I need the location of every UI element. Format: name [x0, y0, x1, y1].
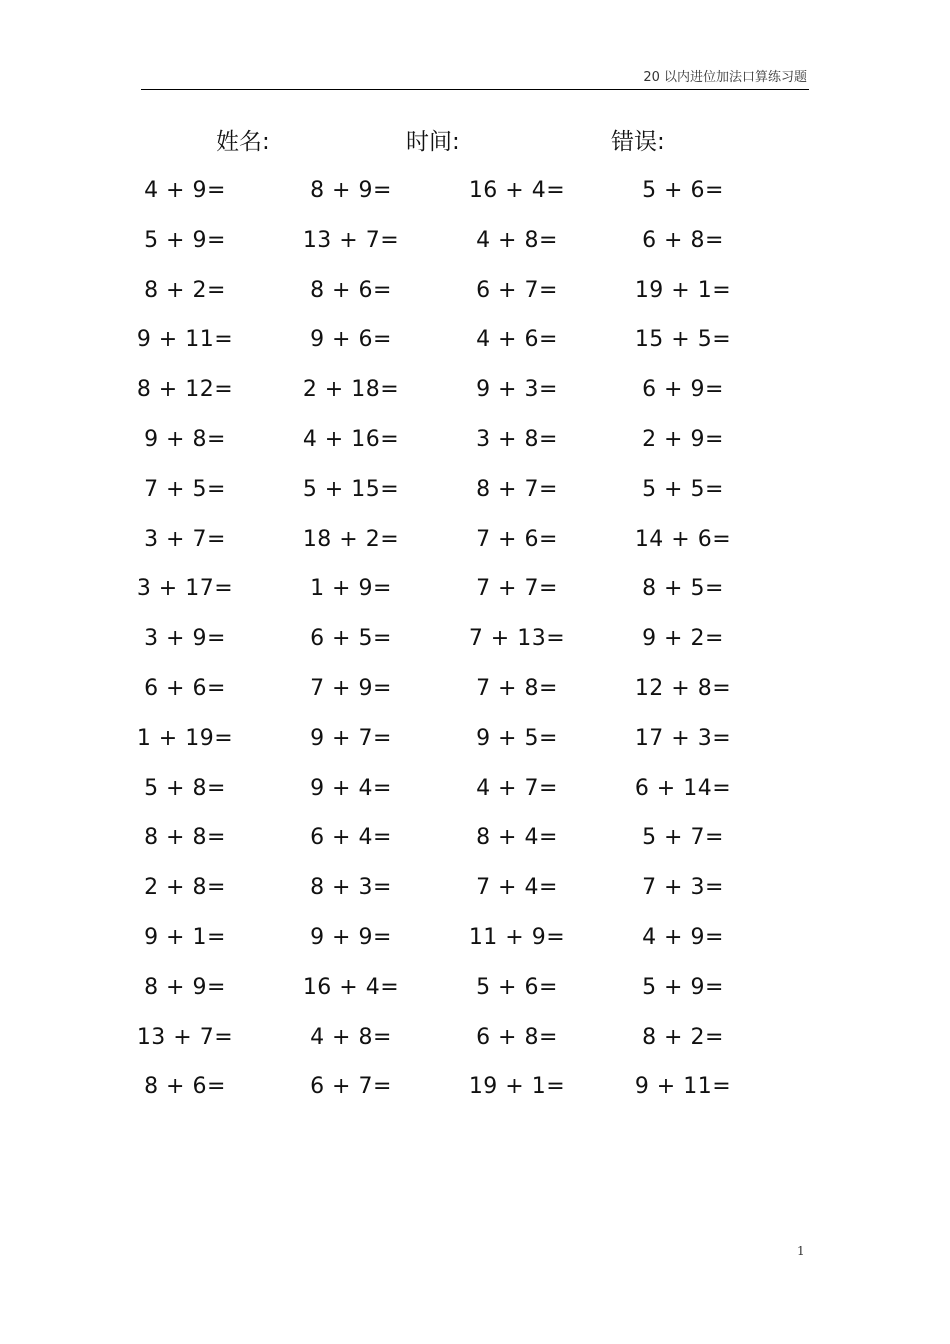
addition-problem: 3 + 7= — [144, 526, 226, 552]
addition-problem: 6 + 5= — [310, 626, 392, 652]
page-number: 1 — [797, 1244, 805, 1258]
addition-problem: 7 + 13= — [468, 626, 566, 652]
addition-problem: 4 + 7= — [476, 775, 558, 801]
addition-problem: 7 + 5= — [144, 476, 226, 502]
problem-row — [0, 321, 950, 371]
addition-problem: 4 + 9= — [144, 178, 226, 203]
addition-problem: 9 + 11= — [634, 1074, 732, 1100]
addition-problem: 8 + 2= — [144, 277, 226, 303]
errors-label: 错误: — [611, 129, 665, 155]
addition-problem: 9 + 4= — [310, 775, 392, 801]
addition-problem: 5 + 6= — [476, 974, 558, 1000]
addition-problem: 1 + 19= — [136, 725, 234, 751]
addition-problem: 5 + 6= — [642, 178, 724, 203]
addition-problem: 8 + 6= — [310, 277, 392, 303]
problem-row — [0, 1068, 950, 1118]
addition-problem: 9 + 8= — [144, 426, 226, 452]
addition-problem: 3 + 8= — [476, 426, 558, 452]
addition-problem: 8 + 3= — [310, 875, 392, 901]
addition-problem: 8 + 9= — [310, 178, 392, 203]
addition-problem: 5 + 9= — [144, 227, 226, 253]
addition-problem: 8 + 9= — [144, 974, 226, 1000]
student-info-row — [0, 125, 950, 161]
problem-row — [0, 421, 950, 471]
addition-problem: 7 + 7= — [476, 576, 558, 602]
problem-row — [0, 620, 950, 670]
addition-problem: 8 + 7= — [476, 476, 558, 502]
addition-problem: 3 + 17= — [136, 576, 234, 602]
addition-problem: 4 + 9= — [642, 924, 724, 950]
addition-problem: 15 + 5= — [634, 327, 732, 353]
problem-grid — [0, 172, 950, 1118]
addition-problem: 18 + 2= — [302, 526, 400, 552]
addition-problem: 7 + 3= — [642, 875, 724, 901]
addition-problem: 9 + 9= — [310, 924, 392, 950]
addition-problem: 8 + 6= — [144, 1074, 226, 1100]
addition-problem: 16 + 4= — [468, 178, 566, 203]
problem-row — [0, 521, 950, 571]
addition-problem: 9 + 7= — [310, 725, 392, 751]
time-label: 时间: — [406, 129, 460, 155]
problem-row — [0, 222, 950, 272]
addition-problem: 7 + 6= — [476, 526, 558, 552]
addition-problem: 2 + 8= — [144, 875, 226, 901]
problem-row — [0, 1019, 950, 1069]
name-label: 姓名: — [216, 129, 270, 155]
addition-problem: 6 + 9= — [642, 377, 724, 403]
addition-problem: 6 + 6= — [144, 675, 226, 701]
addition-problem: 1 + 9= — [310, 576, 392, 602]
addition-problem: 8 + 2= — [642, 1024, 724, 1050]
addition-problem: 8 + 8= — [144, 825, 226, 851]
addition-problem: 9 + 3= — [476, 377, 558, 403]
running-header-title: 20 以内进位加法口算练习题 — [643, 70, 807, 85]
addition-problem: 19 + 1= — [634, 277, 732, 303]
addition-problem: 2 + 9= — [642, 426, 724, 452]
problem-row — [0, 670, 950, 720]
addition-problem: 16 + 4= — [302, 974, 400, 1000]
problem-row — [0, 471, 950, 521]
addition-problem: 7 + 9= — [310, 675, 392, 701]
problem-row — [0, 770, 950, 820]
addition-problem: 4 + 8= — [310, 1024, 392, 1050]
addition-problem: 9 + 2= — [642, 626, 724, 652]
addition-problem: 6 + 14= — [634, 775, 732, 801]
addition-problem: 14 + 6= — [634, 526, 732, 552]
addition-problem: 9 + 11= — [136, 327, 234, 353]
addition-problem: 9 + 5= — [476, 725, 558, 751]
addition-problem: 3 + 9= — [144, 626, 226, 652]
addition-problem: 7 + 4= — [476, 875, 558, 901]
addition-problem: 19 + 1= — [468, 1074, 566, 1100]
addition-problem: 6 + 8= — [642, 227, 724, 253]
addition-problem: 12 + 8= — [634, 675, 732, 701]
addition-problem: 4 + 16= — [302, 426, 400, 452]
problem-row — [0, 172, 950, 222]
problem-row — [0, 869, 950, 919]
addition-problem: 13 + 7= — [302, 227, 400, 253]
addition-problem: 7 + 8= — [476, 675, 558, 701]
addition-problem: 4 + 6= — [476, 327, 558, 353]
addition-problem: 5 + 15= — [302, 476, 400, 502]
addition-problem: 6 + 7= — [310, 1074, 392, 1100]
addition-problem: 2 + 18= — [302, 377, 400, 403]
addition-problem: 5 + 7= — [642, 825, 724, 851]
problem-row — [0, 819, 950, 869]
addition-problem: 8 + 12= — [136, 377, 234, 403]
header-divider — [141, 89, 809, 90]
problem-row — [0, 969, 950, 1019]
addition-problem: 5 + 8= — [144, 775, 226, 801]
addition-problem: 6 + 4= — [310, 825, 392, 851]
addition-problem: 8 + 4= — [476, 825, 558, 851]
problem-row — [0, 570, 950, 620]
addition-problem: 6 + 7= — [476, 277, 558, 303]
addition-problem: 9 + 1= — [144, 924, 226, 950]
addition-problem: 5 + 5= — [642, 476, 724, 502]
addition-problem: 11 + 9= — [468, 924, 566, 950]
addition-problem: 5 + 9= — [642, 974, 724, 1000]
problem-row — [0, 720, 950, 770]
problem-row — [0, 371, 950, 421]
addition-problem: 8 + 5= — [642, 576, 724, 602]
addition-problem: 17 + 3= — [634, 725, 732, 751]
addition-problem: 13 + 7= — [136, 1024, 234, 1050]
problem-row — [0, 919, 950, 969]
addition-problem: 6 + 8= — [476, 1024, 558, 1050]
problem-row — [0, 272, 950, 322]
addition-problem: 9 + 6= — [310, 327, 392, 353]
addition-problem: 4 + 8= — [476, 227, 558, 253]
